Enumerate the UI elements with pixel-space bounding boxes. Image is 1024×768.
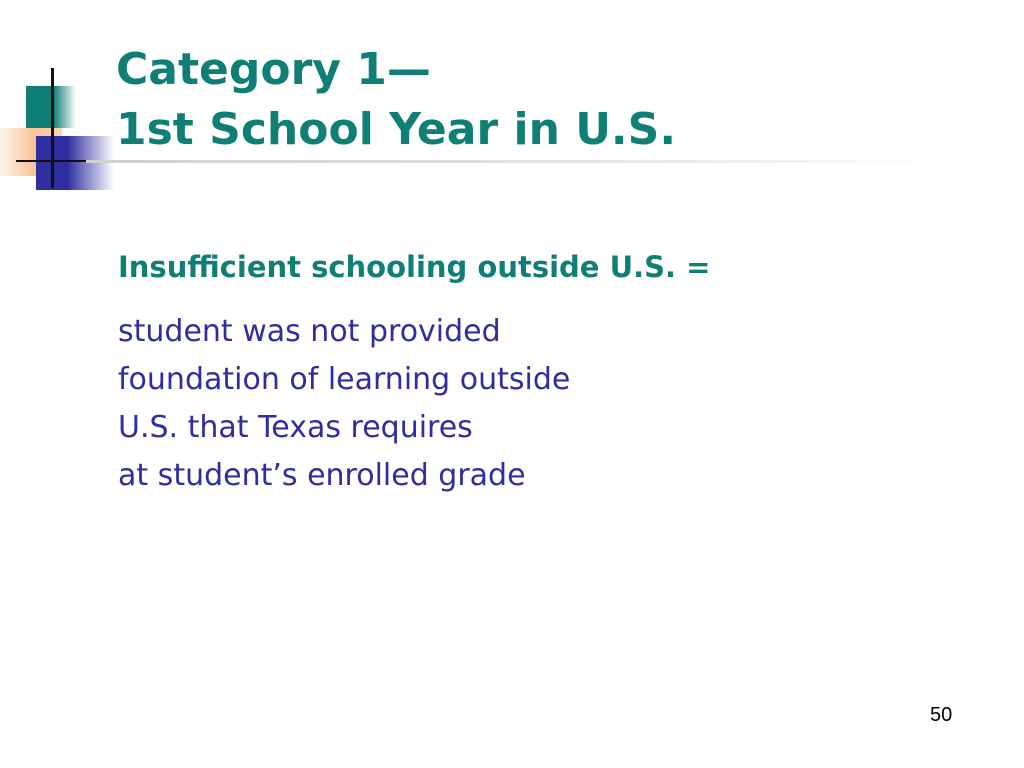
body-line: at student’s enrolled grade xyxy=(118,458,526,493)
definition-heading: Insufficient schooling outside U.S. = xyxy=(118,250,711,284)
title-underline xyxy=(86,160,936,163)
title-line-1: Category 1— xyxy=(116,44,431,95)
definition-body xyxy=(118,308,570,500)
body-line: U.S. that Texas requires xyxy=(118,410,473,445)
vertical-line xyxy=(51,68,54,188)
blue-square xyxy=(36,136,114,190)
slide-title xyxy=(116,40,936,160)
page-number: 50 xyxy=(930,704,953,726)
corner-decoration xyxy=(0,0,130,200)
body-line: student was not provided xyxy=(118,314,501,349)
title-line-2: 1st School Year in U.S. xyxy=(116,104,677,155)
body-line: foundation of learning outside xyxy=(118,362,571,397)
